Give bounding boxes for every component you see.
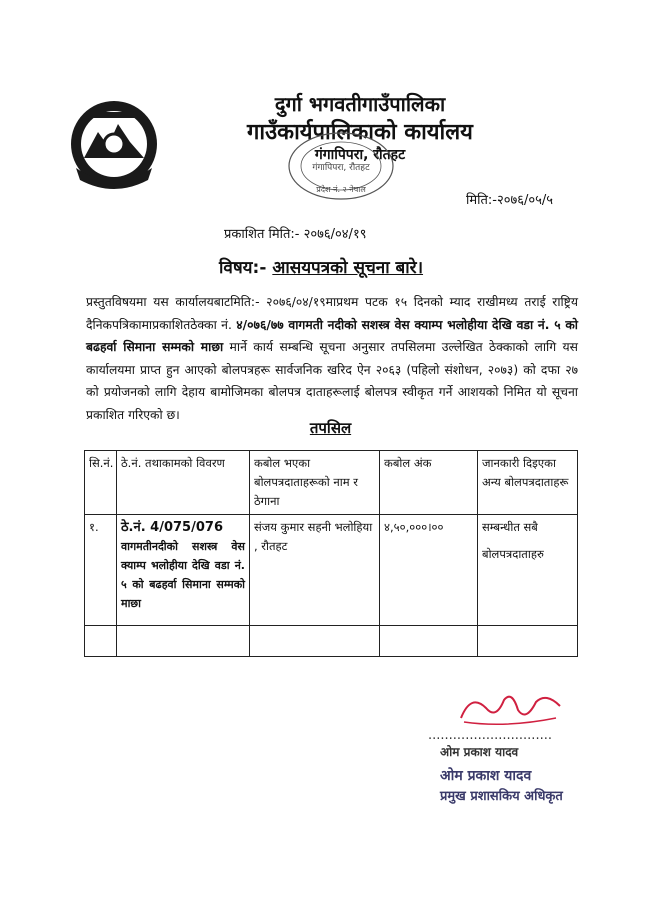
tapasil-heading: तपसिल bbox=[309, 419, 352, 437]
office-address: गंगापिपरा, रौतहट bbox=[314, 147, 406, 163]
published-date: प्रकाशित मिति:- २०७६/०४/१९ bbox=[224, 227, 367, 242]
cell-bidder: संजय कुमार सहनी भलोहिया , रौतहट bbox=[250, 515, 380, 626]
signatory-title-stamp: प्रमुख प्रशासकिय अधिकृत bbox=[440, 789, 563, 804]
stamp-text-2: प्रदेश नं. २ नेपाल bbox=[316, 185, 366, 194]
signatory-name-print: ओम प्रकाश यादव bbox=[440, 745, 519, 759]
notice-body bbox=[86, 291, 578, 426]
body-part-1: प्रस्तुतविषयमा यस कार्यालयबाटमिति:- २०७६/०४/१९माप्रथम पटक १५ दिनको म्याद राखीमध्य तराई राष्ट्रिय दैनिकपत्रिकामाप्रकाशितठेक्का नं. bbox=[86, 295, 578, 332]
header-info: जानकारी दिइएका अन्य बोलपत्रदाताहरू bbox=[478, 451, 578, 515]
contract-number: ठे.नं. 4/075/076 bbox=[121, 520, 223, 535]
table-header-row bbox=[85, 451, 578, 515]
info-line-2: बोलपत्रदाताहरु bbox=[482, 547, 544, 561]
stamp-text-1: गंगापिपरा, रौतहट bbox=[312, 163, 370, 173]
table-row bbox=[85, 515, 578, 626]
office-name: गाउँकार्यपालिकाको कार्यालय bbox=[247, 120, 473, 145]
office-stamp bbox=[286, 130, 396, 202]
cell-sn: १. bbox=[85, 515, 117, 626]
subject-line bbox=[219, 255, 423, 278]
table-empty-row bbox=[85, 626, 578, 657]
subject-label: विषय:- bbox=[219, 258, 267, 278]
cell-info bbox=[478, 515, 578, 626]
letter-date: मिति:-२०७६/०५/५ bbox=[466, 193, 554, 208]
handwritten-signature bbox=[456, 688, 566, 728]
cell-description bbox=[117, 515, 250, 626]
header-sn: सि.नं. bbox=[85, 451, 117, 515]
municipality-name: दुर्गा भगवतीगाउँपालिका bbox=[274, 92, 446, 116]
signatory-name-stamp: ओम प्रकाश यादव bbox=[440, 768, 532, 784]
body-bold-1: ४/०७६/७७ वागमती नदीको सशस्त्र वेस क्याम्प भलोहीया देखि वडा नं. ५ को बढहर्वा सिमाना सम्मको माछा bbox=[86, 317, 578, 354]
header-bidder: कबोल भएका बोलपत्रदाताहरूको नाम र ठेगाना bbox=[250, 451, 380, 515]
cell-amount: ४,५०,०००।०० bbox=[380, 515, 478, 626]
government-emblem-logo bbox=[68, 98, 160, 190]
contract-description: वागमतीनदीको सशस्त्र वेस क्याम्प भलोहीया देखि वडा नं. ५ को बढहर्वा सिमाना सम्मको माछा bbox=[121, 540, 245, 610]
body-part-2: मार्ने कार्य सम्बन्धि सूचना अनुसार तपसिलमा उल्लेखित ठेक्काको लागि यस कार्यालयमा प्राप्त हुन आएको बोलपत्रहरू सार्वजनिक खरिद ऐन २०६३ (पहिलो संशोधन, २०७३) को दफा २७ को प्रयोजनको लागि देहाय बामोजिमका बोलपत्र दाताहरूलाई बोलपत्र स्वीकृत गर्ने आशयको निमित यो सूचना प्रकाशित गरिएको छ। bbox=[86, 340, 578, 422]
bid-table bbox=[84, 450, 578, 657]
subject-text: आसयपत्रको सूचना बारे। bbox=[272, 258, 424, 278]
header-amount: कबोल अंक bbox=[380, 451, 478, 515]
info-line-1: सम्बन्धीत सबै bbox=[482, 520, 538, 534]
signature-dots: .............................. bbox=[428, 728, 552, 743]
signature-block bbox=[428, 688, 618, 808]
header-description: ठे.नं. तथाकामको विवरण bbox=[117, 451, 250, 515]
